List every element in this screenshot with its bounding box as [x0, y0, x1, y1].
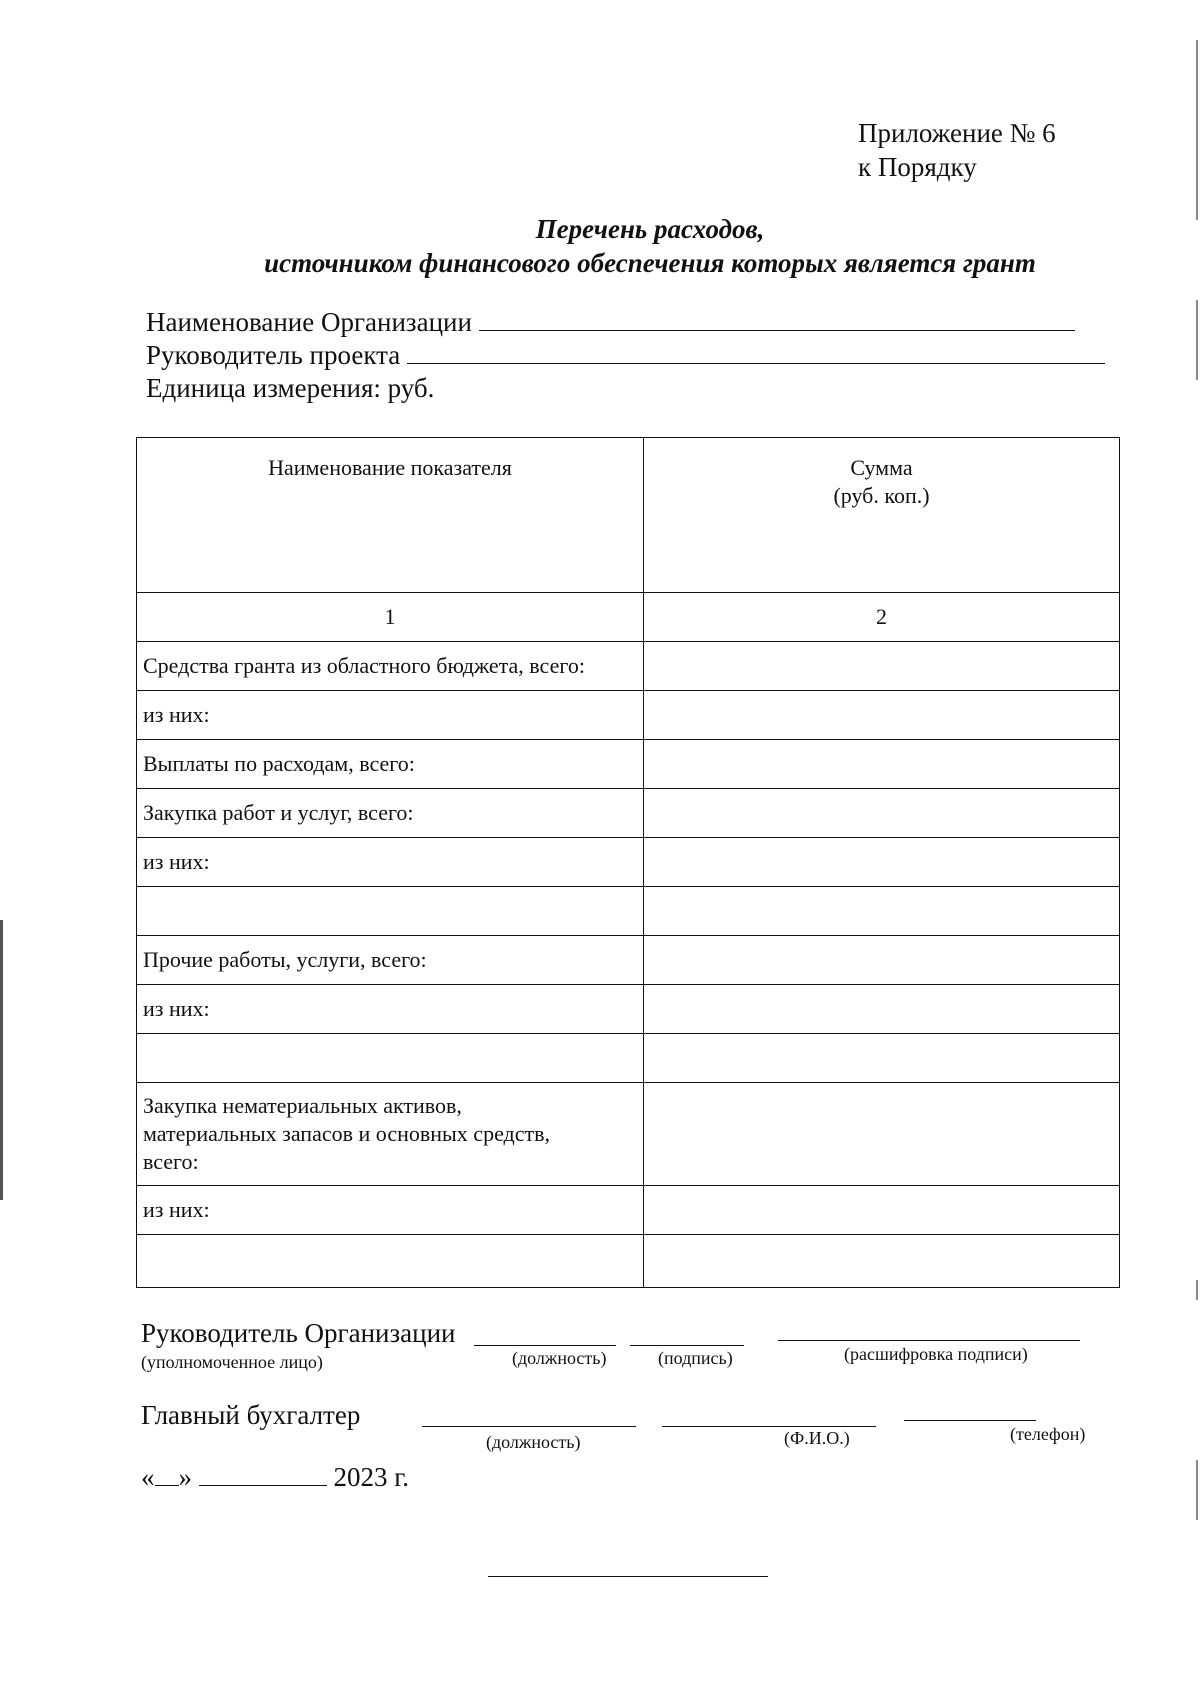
row-label-line: всего:	[143, 1149, 199, 1174]
table-row	[137, 887, 1120, 936]
accountant-position-caption: (должность)	[486, 1432, 581, 1452]
head-authorized-note: (уполномоченное лицо)	[141, 1352, 323, 1372]
table-row	[137, 642, 1120, 691]
appendix-order: к Порядку	[858, 152, 977, 182]
title-line-1: Перечень расходов,	[535, 214, 765, 244]
table-row	[137, 1186, 1120, 1235]
row-label: из них:	[137, 985, 644, 1034]
row-label-multiline	[137, 1083, 644, 1186]
header-sum-unit: (руб. коп.)	[833, 483, 930, 508]
header-indicator-name: Наименование показателя	[137, 438, 644, 593]
table-row	[137, 1235, 1120, 1288]
row-label[interactable]	[137, 887, 644, 936]
scan-edge-mark	[1196, 1460, 1198, 1520]
header-sum	[644, 438, 1120, 593]
row-label-line: материальных запасов и основных средств,	[143, 1121, 550, 1146]
table-header-row	[137, 438, 1120, 593]
organization-field	[146, 306, 1075, 338]
row-value[interactable]	[644, 936, 1120, 985]
accountant-fio-caption: (Ф.И.О.)	[784, 1428, 850, 1448]
accountant-label: Главный бухгалтер	[141, 1400, 361, 1430]
table-row	[137, 691, 1120, 740]
row-label[interactable]	[137, 1235, 644, 1288]
column-number-2: 2	[644, 593, 1120, 642]
head-signature-label: Руководитель Организации	[141, 1318, 456, 1348]
head-decoding-caption: (расшифровка подписи)	[844, 1344, 1028, 1364]
date-quote-open: «	[141, 1462, 155, 1492]
row-value[interactable]	[644, 1235, 1120, 1288]
row-label: Закупка работ и услуг, всего:	[137, 789, 644, 838]
scan-edge-mark	[1196, 300, 1198, 380]
row-value[interactable]	[644, 789, 1120, 838]
row-label: Прочие работы, услуги, всего:	[137, 936, 644, 985]
organization-label: Наименование Организации	[146, 307, 472, 337]
appendix-number: Приложение № 6	[858, 118, 1056, 148]
scan-edge-mark	[1196, 40, 1198, 220]
row-label-line: Закупка нематериальных активов,	[143, 1093, 462, 1118]
project-head-label: Руководитель проекта	[146, 340, 401, 370]
date-month-input[interactable]	[199, 1465, 327, 1486]
table-row	[137, 936, 1120, 985]
date-line	[141, 1462, 409, 1493]
row-value[interactable]	[644, 642, 1120, 691]
row-value[interactable]	[644, 1083, 1120, 1186]
unit-of-measure: Единица измерения: руб.	[146, 373, 435, 403]
bottom-separator	[488, 1576, 768, 1577]
document-title	[0, 212, 1200, 280]
accountant-position-line[interactable]	[422, 1426, 636, 1427]
date-day-input[interactable]	[155, 1465, 179, 1486]
table-row	[137, 740, 1120, 789]
date-year: 2023 г.	[333, 1462, 410, 1492]
title-line-2: источником финансового обеспечения которых является грант	[264, 248, 1036, 278]
row-value[interactable]	[644, 691, 1120, 740]
head-position-caption: (должность)	[512, 1348, 607, 1368]
row-label: из них:	[137, 691, 644, 740]
row-value[interactable]	[644, 1034, 1120, 1083]
table-row	[137, 838, 1120, 887]
scan-edge-mark	[0, 920, 3, 1200]
head-signature-caption: (подпись)	[658, 1348, 733, 1368]
table-number-row	[137, 593, 1120, 642]
row-value[interactable]	[644, 887, 1120, 936]
date-quote-close: »	[178, 1462, 192, 1492]
header-sum-title: Сумма	[850, 455, 913, 480]
head-position-line[interactable]	[474, 1345, 616, 1346]
scan-edge-mark	[1196, 1280, 1198, 1300]
row-value[interactable]	[644, 838, 1120, 887]
row-label[interactable]	[137, 1034, 644, 1083]
table-row	[137, 985, 1120, 1034]
row-label: из них:	[137, 838, 644, 887]
row-value[interactable]	[644, 740, 1120, 789]
row-label: Средства гранта из областного бюджета, всего:	[137, 642, 644, 691]
row-value[interactable]	[644, 985, 1120, 1034]
head-signature-line[interactable]	[630, 1345, 744, 1346]
row-value[interactable]	[644, 1186, 1120, 1235]
expenses-table	[136, 437, 1120, 1288]
head-decoding-line[interactable]	[778, 1340, 1080, 1341]
project-head-input-line[interactable]	[407, 339, 1105, 364]
table-row	[137, 1034, 1120, 1083]
appendix-reference	[858, 116, 1056, 184]
accountant-phone-caption: (телефон)	[1010, 1424, 1086, 1444]
table-row	[137, 1083, 1120, 1186]
row-label: Выплаты по расходам, всего:	[137, 740, 644, 789]
project-head-field	[146, 339, 1105, 371]
row-label: из них:	[137, 1186, 644, 1235]
table-row	[137, 789, 1120, 838]
column-number-1: 1	[137, 593, 644, 642]
organization-input-line[interactable]	[479, 306, 1075, 331]
accountant-fio-line[interactable]	[662, 1426, 876, 1427]
accountant-phone-line[interactable]	[904, 1420, 1036, 1421]
